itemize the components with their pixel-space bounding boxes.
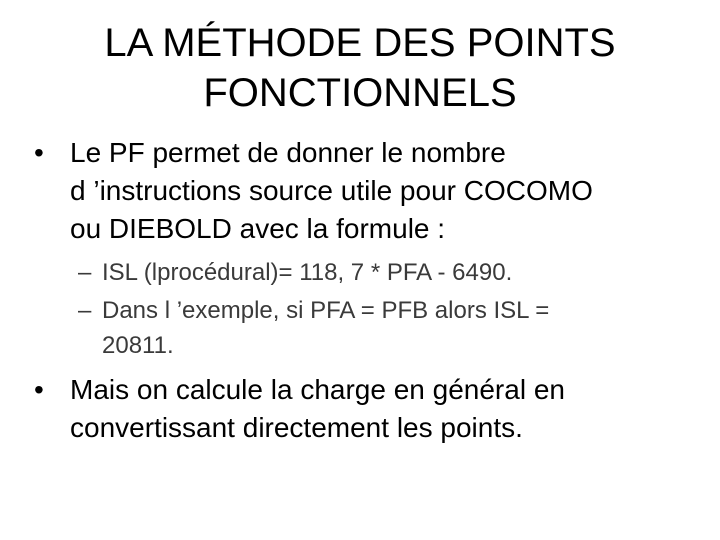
bullet-marker: • [34,374,44,405]
sub-bullet-marker: – [78,259,92,286]
bullet-1-line-3: ou DIEBOLD avec la formule : [70,213,446,244]
bullet-1-line-2: d ’instructions source utile pour COCOMO [70,175,593,206]
slide-title [40,18,680,118]
bullet-marker: • [34,137,44,168]
sub-bullet-2-line-1: Dans l ’exemple, si PFA = PFB alors ISL = [102,297,550,324]
sub-bullet-1-line-1: ISL (lprocédural)= 118, 7 * PFA - 6490. [102,259,513,286]
bullet-2-line-1: Mais on calcule la charge en général en [70,374,565,405]
slide-title-line-2: FONCTIONNELS [203,71,517,115]
sub-bullet-2-line-2: 20811. [102,332,174,359]
slide-title-line-1: LA MÉTHODE DES POINTS [104,21,616,65]
bullet-1-line-1: Le PF permet de donner le nombre [70,137,506,168]
sub-bullet-marker: – [78,297,92,324]
bullet-2-line-2: convertissant directement les points. [70,412,523,443]
